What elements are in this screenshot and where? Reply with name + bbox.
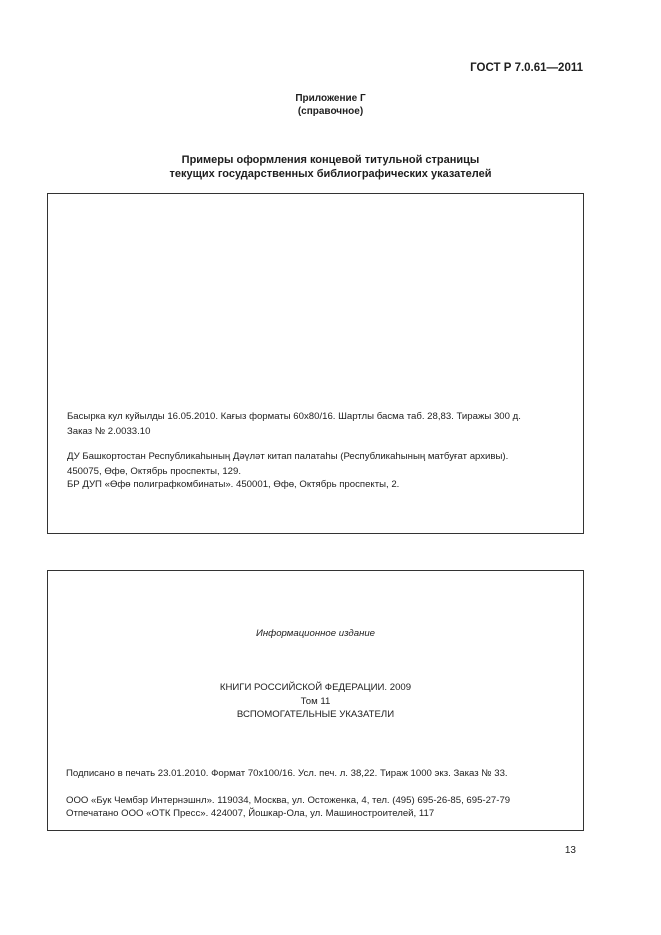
order-number: Заказ № 2.0033.10 [67,426,151,437]
publisher-line: ООО «Бук Чембэр Интернэшнл». 119034, Москва, ул. Остоженка, 4, тел. (495) 695-26-85, 695-27-79 [66,795,511,806]
section-title [0,153,661,181]
printer-line: Отпечатано ООО «ОТК Пресс». 424007, Йошкар-Ола, ул. Машиностроителей, 117 [66,808,435,819]
edition-type: Информационное издание [255,628,376,639]
edition-title: КНИГИ РОССИЙСКОЙ ФЕДЕРАЦИИ. 2009 [219,682,412,693]
annex-title: Приложение Г [295,93,366,104]
section-title-line-2: текущих государственных библиографических указателей [169,168,492,180]
example-box-bashkir [47,193,584,534]
annex-subtitle: (справочное) [297,106,364,117]
imprint-line: Басырка кул куйылды 16.05.2010. Кағыз форматы 60x80/16. Шартлы басма таб. 28,83. Тиражы 300 д. [67,411,521,422]
publisher-address: 450075, Өфө, Октябрь проспекты, 129. [67,466,242,477]
publisher-line: ДУ Башкортостан Республикаһының Дәүләт китап палатаһы (Республикаһының матбуғат архивы). [67,451,509,462]
edition-subtitle: ВСПОМОГАТЕЛЬНЫЕ УКАЗАТЕЛИ [236,709,395,720]
imprint-line: Подписано в печать 23.01.2010. Формат 70x100/16. Усл. печ. л. 38,22. Тираж 1000 экз. Заказ № 33. [66,768,508,779]
annex-heading [0,92,661,118]
example-box-russian [47,570,584,831]
page-number: 13 [564,845,576,856]
printer-line: БР ДУП «Өфө полиграфкомбинаты». 450001, Өфө, Октябрь проспекты, 2. [67,479,400,490]
section-title-line-1: Примеры оформления концевой титульной страницы [181,154,480,166]
edition-volume: Том 11 [300,696,331,707]
standard-designation: ГОСТ Р 7.0.61—2011 [470,62,583,74]
